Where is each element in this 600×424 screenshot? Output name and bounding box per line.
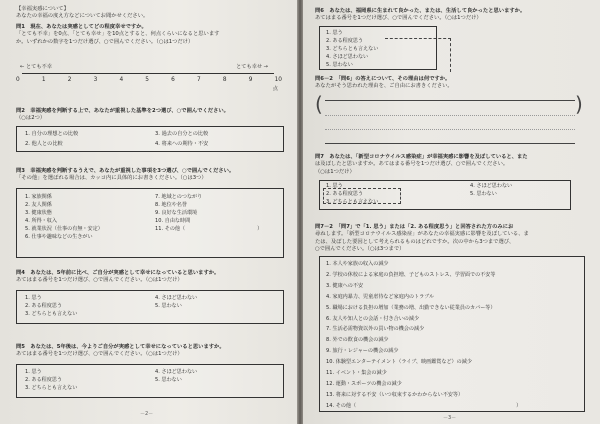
q2-line: （○は2つ） [16, 115, 46, 122]
q6-option[interactable]: 2. ある程度思う [326, 38, 364, 45]
scale-numbers [16, 77, 282, 83]
scale-option[interactable]: 10 [274, 77, 282, 83]
q7b-option[interactable]: 11. イベント・集会の減少 [326, 370, 387, 377]
q3-options-col-a [25, 193, 103, 242]
q6-option[interactable]: 3. どちらとも言えない [326, 46, 379, 53]
q4-option[interactable]: 1. 思う [25, 295, 42, 301]
intro-text [16, 6, 148, 21]
q7b-options [326, 259, 521, 412]
q7b-option[interactable]: 5. 職場における負担の増加（業務の増、出勤できない従業員のカバー等） [326, 304, 496, 311]
q3-option[interactable]: 4. 所得・収入 [25, 218, 57, 225]
q3-options-box [16, 188, 284, 258]
q7b-options-box [319, 256, 585, 412]
q7-col-b [470, 182, 512, 198]
q3-option[interactable]: 1. 家族関係 [25, 194, 52, 200]
q4-options-box [16, 290, 284, 324]
q5-option[interactable]: 4. さほど思わない [155, 369, 198, 375]
q7-line: （○は1つだけ） [315, 168, 355, 175]
q6b-text [315, 76, 453, 91]
q7b-option[interactable]: 9. 旅行・レジャーの機会の減少 [326, 348, 399, 355]
q4-option[interactable]: 3. どちらとも言えない [25, 311, 78, 318]
section-heading: 【幸福実感について】 [16, 6, 69, 12]
q5-option[interactable]: 1. 思う [25, 369, 42, 375]
q4-col-b [155, 294, 197, 310]
q5-option[interactable]: 3. どちらとも言えない [25, 385, 78, 392]
q7-text [315, 154, 528, 176]
q1-line: 「とても不幸」を0点、「とても幸せ」を10点とすると、何点くらいになると思います [16, 31, 220, 38]
q7b-other-row [326, 401, 521, 412]
q7b-option[interactable]: 10. 体験型エンターテイメント（ライブ、映画鑑賞など）の減少 [326, 359, 472, 366]
q2-options-box [16, 126, 284, 152]
q6-arrow-line [385, 38, 451, 72]
q5-col-b [155, 368, 197, 384]
q3-option[interactable]: 7. 地域とのつながり [155, 194, 203, 200]
q6b-answer-area[interactable] [325, 100, 575, 144]
q3-option[interactable]: 11. その他（ [155, 226, 186, 233]
q3-other-close: ） [257, 226, 263, 233]
q7b-line: 問7－2 「問7」で「1. 思う」または「2. ある程度思う」と回答された方のみにお [315, 224, 514, 230]
q4-option[interactable]: 2. ある程度思う [25, 303, 63, 310]
q7b-option[interactable]: 13. 将来に対する不安（いつ収束するかわからない不安等） [326, 391, 464, 398]
q2-option[interactable]: 3. 過去の自分との比較 [155, 131, 209, 137]
q2-option[interactable]: 2. 他人との比較 [25, 141, 63, 147]
intro-sentence: あなたの幸福の度え方などについてお聞かせください。 [16, 13, 149, 20]
q6b-line: あなたがそう思われた理由を、ご自由にお書きください。 [315, 83, 453, 90]
q6-option[interactable]: 4. さほど思わない [326, 54, 369, 61]
q7b-option[interactable]: 12. 運動・スポーツの機会の減少 [326, 380, 402, 387]
q5-line: 問5 あなたは、5年後は、今よりご自分が実感として幸せになっていると思いますか。 [16, 344, 225, 350]
page-number: －2－ [140, 411, 154, 417]
scale-line [22, 73, 274, 74]
scale-high-label: とても幸せ → [236, 64, 268, 70]
q2-text [16, 108, 229, 123]
q5-line: あてはまる番号を1つだけ選び、○で囲んでください。（○は1つだけ） [16, 351, 183, 358]
q7b-text [315, 224, 529, 254]
q3-option[interactable]: 3. 健康状態 [25, 210, 52, 217]
q7b-option[interactable]: 14. その他（ [326, 402, 357, 409]
q7-line: は及ぼしたと思いますか。あてはまる番号を1つだけ選び、○で囲んでください。 [315, 161, 509, 168]
writing-line [325, 129, 575, 130]
q7b-option[interactable]: 6. 友人や知人との会話・付き合いの減少 [326, 315, 420, 322]
q7-dashed-group [323, 188, 401, 204]
q6-option[interactable]: 1. 思う [326, 30, 343, 36]
q3-other-row [155, 225, 262, 233]
q3-option[interactable]: 8. 地位や名誉 [155, 202, 187, 209]
q5-option[interactable]: 5. 思わない [155, 377, 182, 384]
scale-option[interactable]: 5 [145, 77, 149, 83]
right-page [303, 0, 600, 424]
q4-col-a [25, 294, 77, 318]
scale-option[interactable]: 6 [171, 77, 175, 83]
q4-option[interactable]: 4. さほど思わない [155, 295, 198, 301]
q7-option[interactable]: 1. 思う [326, 183, 343, 189]
q3-option[interactable]: 5. 就業状況（仕事の有無・安定） [25, 226, 103, 233]
q7b-option[interactable]: 1. 本人や家族の収入の減少 [326, 261, 389, 267]
q2-option[interactable]: 1. 自分の理想との比較 [25, 131, 79, 137]
bracket-open: ( [315, 92, 323, 116]
q7-option[interactable]: 3. どちらとも言えない [326, 199, 379, 206]
writing-line [325, 115, 575, 116]
q3-text [16, 168, 234, 183]
q6-option[interactable]: 5. 思わない [326, 62, 353, 69]
q2-line: 問2 幸福実感を判断する上で、あなたが重視した基準を2つ選び、○で囲んでください。 [16, 108, 229, 114]
q7-option[interactable]: 2. ある程度思う [326, 191, 364, 198]
q4-line: 問4 あなたは、5年前に比べ、ご自分が実感として幸せになっていると思いますか。 [16, 270, 220, 276]
q3-line: 「その他」を選ばれる場合は、カッコ内に具体的にお書きください。（○は3つ） [16, 175, 207, 182]
scale-option[interactable]: 4 [119, 77, 124, 83]
q3-line: 問3 幸福実感を判断するうえで、あなたが重視した事項を3つ選び、○で囲んでください。 [16, 168, 235, 174]
q5-options-box [16, 364, 284, 398]
q6-text [315, 8, 525, 23]
q1-line: 問1 現在、あなたは実感としてどの程度幸せですか。 [16, 24, 147, 30]
q7b-option[interactable]: 2. 学校の休校による家庭の負担増、子どものストレス、学習面での不安等 [326, 271, 496, 278]
q3-option[interactable]: 2. 友人関係 [25, 202, 52, 209]
scale-option[interactable]: 3 [93, 77, 98, 83]
scale-low-label: ← とても不幸 [20, 64, 52, 70]
left-page [0, 0, 297, 424]
q6b-line: 問6－2 「問6」の答えについて、その理由は何ですか。 [315, 76, 451, 82]
q6-options [326, 29, 378, 69]
bracket-close: ) [575, 92, 583, 116]
q4-line: あてはまる番号を1つだけ選び、○で囲んでください。（○は1つだけ） [16, 277, 183, 284]
happiness-scale [16, 63, 282, 91]
scale-option[interactable]: 8 [222, 77, 227, 83]
q3-option[interactable]: 6. 仕事や趣味などの生きがい [25, 234, 93, 241]
q6-line: あてはまる番号を1つだけ選び、○で囲んでください。（○は1つだけ） [315, 15, 482, 22]
q5-text [16, 344, 225, 359]
q7b-other-close: ） [516, 402, 522, 409]
scale-option[interactable]: 2 [67, 77, 72, 83]
q4-option[interactable]: 5. 思わない [155, 303, 182, 310]
q7b-option[interactable]: 7. 生活必需物資以外の買い物の機会の減少 [326, 326, 425, 333]
scale-option[interactable]: 9 [248, 77, 253, 83]
q7-option[interactable]: 4. さほど思わない [470, 183, 513, 189]
q1-text [16, 24, 219, 46]
q5-option[interactable]: 2. ある程度思う [25, 377, 63, 384]
q7-line: 問7 あなたは、「新型コロナウイルス感染症」が幸福実感に影響を及ぼしていると、また [315, 154, 528, 160]
scale-option[interactable]: 7 [197, 77, 201, 83]
q3-option[interactable]: 9. 良好な生活環境 [155, 210, 198, 217]
q7b-line: 尋ねします。「新型コロナウイルス感染症」があなたの幸福実感に影響を及ぼしている、ま [315, 231, 529, 238]
q7b-option[interactable]: 8. 外での飲食の機会の減少 [326, 337, 389, 344]
q7-option[interactable]: 5. 思わない [470, 191, 497, 198]
q6-line: 問6 あなたは、福岡県に生まれて良かった、または、生活して良かったと思いますか。 [315, 8, 526, 14]
page-number: －3－ [443, 415, 457, 421]
q3-option[interactable]: 10. 自由な時間 [155, 218, 191, 225]
q7b-line: たは、及ぼした要因として考えられるものはどれですか。次の中から3つまで選び、 [315, 238, 515, 245]
q4-text [16, 270, 219, 285]
q1-line: か。いずれかの数字を1つだけ選び、○で囲んでください。（○は1つだけ） [16, 38, 194, 45]
scale-option[interactable]: 1 [41, 77, 46, 83]
scale-unit: 点 [272, 86, 278, 92]
scale-option[interactable]: 0 [16, 77, 20, 83]
q7b-option[interactable]: 3. 健康への不安 [326, 282, 364, 289]
q2-option[interactable]: 4. 将来への期待・不安 [155, 141, 209, 147]
q7b-line: ○で囲んでください。（○は3つまで） [315, 246, 405, 253]
q5-col-a [25, 368, 77, 392]
q3-options-col-b [155, 193, 262, 233]
q7b-option[interactable]: 4. 家庭内暴力、児童虐待など家庭内のトラブル [326, 293, 435, 300]
